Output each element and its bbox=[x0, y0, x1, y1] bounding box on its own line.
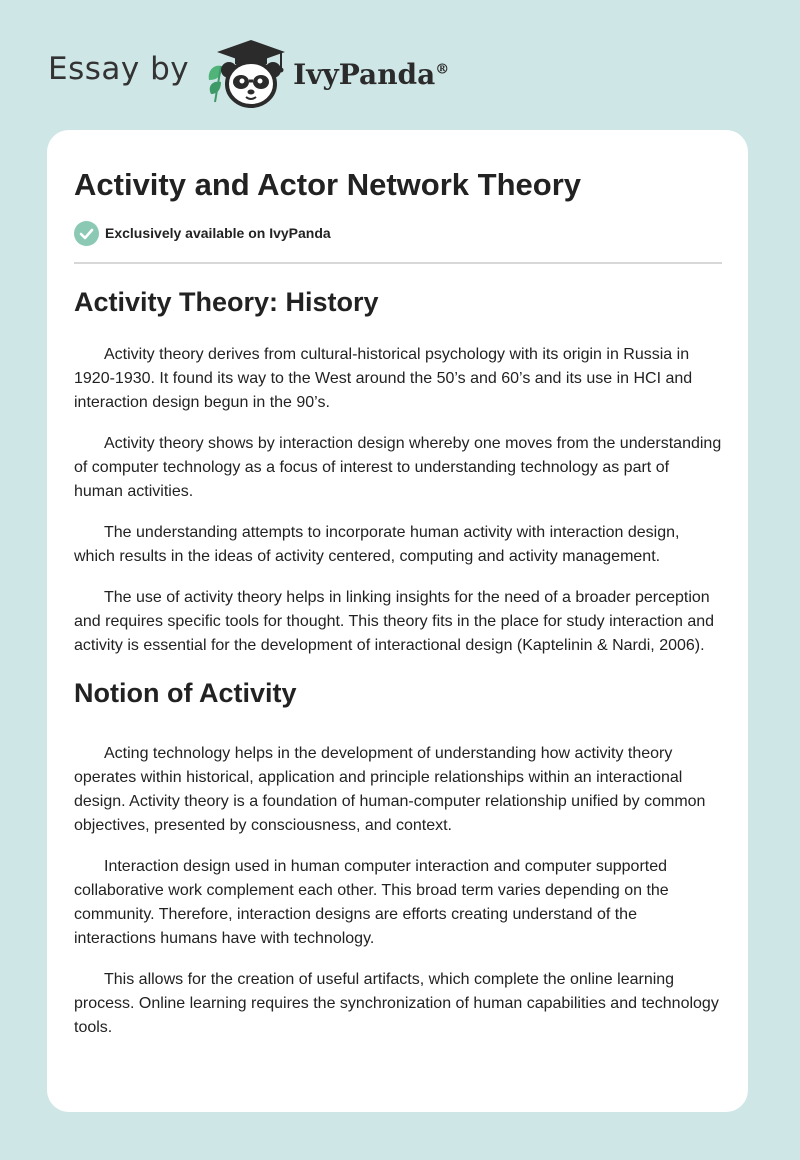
brand-name-text: IvyPanda bbox=[293, 57, 436, 91]
article-card bbox=[47, 130, 748, 1112]
paragraph: The use of activity theory helps in linking insights for the need of a broader perception and requires specific tools for thought. This theory fits in the place for study interaction and activity is essential for the development of interactional design (Kaptelinin & Nardi, 2006). bbox=[74, 589, 715, 654]
divider bbox=[74, 262, 722, 264]
brand-header bbox=[48, 36, 449, 110]
section-heading: Activity Theory: History bbox=[74, 287, 379, 317]
panda-logo-icon[interactable] bbox=[205, 36, 289, 110]
exclusive-badge-text: Exclusively available on IvyPanda bbox=[105, 225, 331, 241]
paragraph: Acting technology helps in the development of understanding how activity theory operates within historical, application and principle relationships within an interactional design. Activity theory is a foundation of human-computer relationship unified by common objectives, presented by consciousness, and context. bbox=[74, 745, 706, 834]
section-notion-of-activity bbox=[74, 676, 722, 1040]
section-activity-theory-history bbox=[74, 285, 722, 658]
brand-prefix: Essay by bbox=[48, 51, 190, 87]
check-circle-icon bbox=[74, 221, 99, 246]
paragraph: Activity theory shows by interaction design whereby one moves from the understanding of computer technology as a focus of interest to understanding technology as part of human activities. bbox=[74, 435, 722, 500]
exclusive-badge bbox=[74, 220, 722, 246]
paragraph: Activity theory derives from cultural-historical psychology with its origin in Russia in 1920-1930. It found its way to the West around the 50’s and 60’s and its use in HCI and interaction design begun in the 90’s. bbox=[74, 346, 693, 411]
brand-name[interactable] bbox=[293, 58, 449, 91]
article-title: Activity and Actor Network Theory bbox=[74, 167, 582, 202]
paragraph: The understanding attempts to incorporate human activity with interaction design, which results in the ideas of activity centered, computing and activity management. bbox=[74, 524, 680, 565]
paragraph: Interaction design used in human computer interaction and computer supported collaborative work complement each other. This broad term varies depending on the community. Therefore, interaction designs are efforts creating understand of the interactions humans have with technology. bbox=[74, 858, 669, 947]
section-heading: Notion of Activity bbox=[74, 678, 297, 708]
registered-mark: ® bbox=[435, 61, 450, 78]
paragraph: This allows for the creation of useful artifacts, which complete the online learning process. Online learning requires the synchronization of human capabilities and technology tools. bbox=[74, 971, 719, 1036]
